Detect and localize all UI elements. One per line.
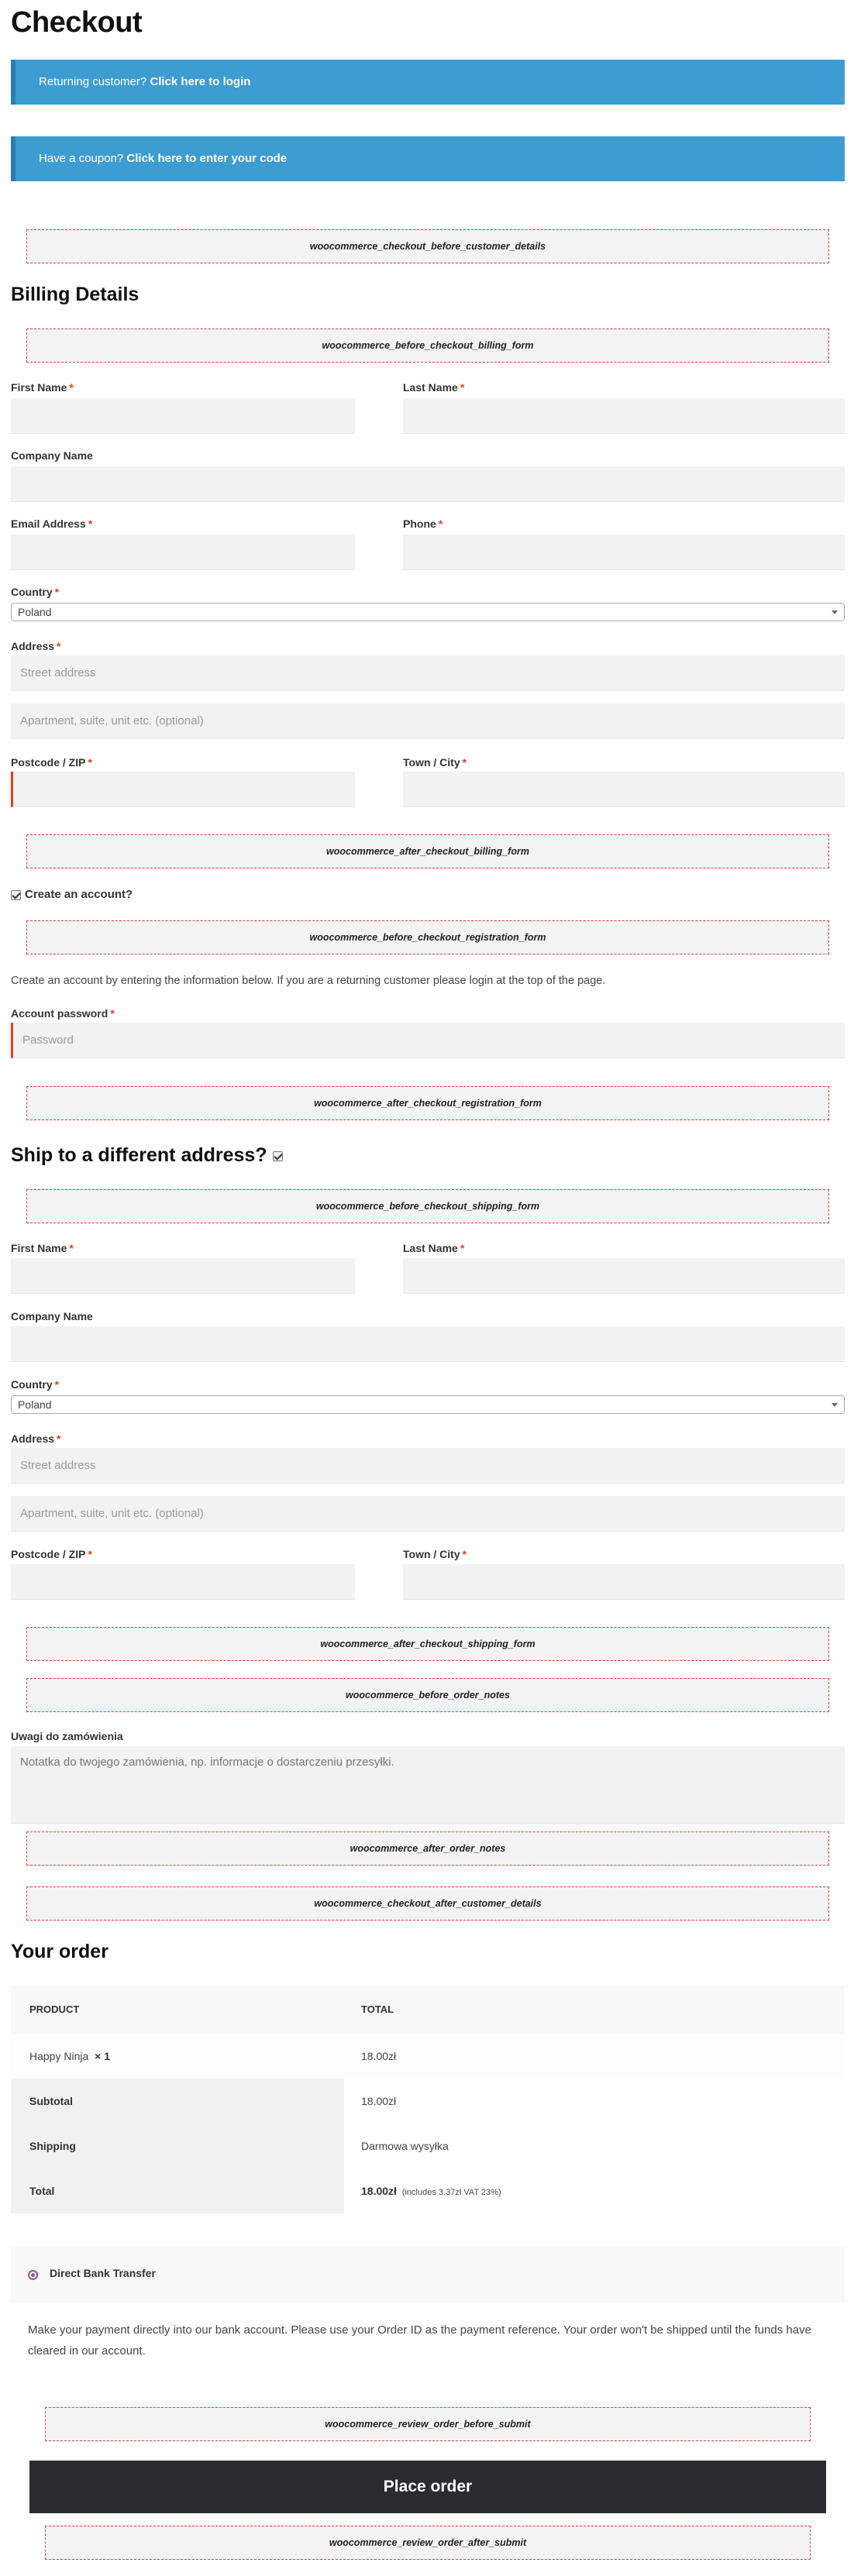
login-notice — [11, 60, 845, 105]
billing-phone-label: Phone * — [403, 518, 443, 530]
billing-heading: Billing Details — [11, 284, 139, 305]
shipping-country-value: Poland — [18, 1398, 52, 1411]
total-tax-note: (includes 3.37zł VAT 23%) — [401, 2188, 501, 2197]
coupon-link[interactable]: Click here to enter your code — [126, 152, 288, 165]
total-cell — [344, 2168, 845, 2213]
account-info-text: Create an account by entering the information below. If you are a returning customer please login at the top of the page. — [11, 975, 606, 987]
account-password-input[interactable]: Password — [11, 1023, 845, 1058]
order-heading: Your order — [11, 1941, 108, 1962]
shipping-first-name-label: First Name * — [11, 1242, 74, 1254]
billing-country-value: Poland — [18, 606, 52, 618]
col-product-header: PRODUCT — [29, 2003, 80, 2015]
billing-company-label: Company Name — [11, 449, 93, 462]
hook-after-customer-details: woocommerce_checkout_after_customer_details — [26, 1886, 829, 1921]
product-cell — [11, 2034, 344, 2079]
shipping-apartment-input[interactable]: Apartment, suite, unit etc. (optional) — [11, 1496, 845, 1532]
shipping-last-name-label: Last Name * — [403, 1242, 465, 1254]
table-row — [11, 2034, 845, 2079]
subtotal-row — [11, 2079, 845, 2124]
billing-email-input[interactable] — [11, 535, 355, 570]
hook-before-shipping-form: woocommerce_before_checkout_shipping_form — [26, 1189, 829, 1223]
billing-postcode-label: Postcode / ZIP * — [11, 756, 92, 769]
shipping-street-input[interactable]: Street address — [11, 1448, 845, 1484]
table-header-row — [11, 1986, 845, 2034]
order-notes-label: Uwagi do zamówienia — [11, 1730, 123, 1742]
billing-first-name-label: First Name * — [11, 381, 74, 394]
hook-before-customer-details: woocommerce_checkout_before_customer_details — [26, 229, 829, 263]
shipping-label: Shipping — [11, 2124, 344, 2168]
shipping-postcode-input[interactable] — [11, 1564, 355, 1600]
total-label: Total — [11, 2168, 344, 2213]
chevron-down-icon — [832, 610, 838, 614]
billing-country-select[interactable] — [11, 603, 845, 621]
shipping-address-label: Address * — [11, 1432, 61, 1445]
billing-apartment-input[interactable]: Apartment, suite, unit etc. (optional) — [11, 703, 845, 739]
payment-description: Make your payment directly into our bank account. Please use your Order ID as the payment reference. Your order won't be shipped until the funds have cleared in our account. — [28, 2323, 811, 2358]
hook-after-shipping-form: woocommerce_after_checkout_shipping_form — [26, 1627, 829, 1661]
hook-before-order-notes: woocommerce_before_order_notes — [26, 1678, 829, 1712]
coupon-notice-text: Have a coupon? — [39, 152, 124, 165]
create-account-check-icon[interactable] — [11, 890, 21, 900]
billing-company-input[interactable] — [11, 466, 845, 502]
login-link[interactable]: Click here to login — [150, 75, 251, 88]
billing-last-name-input[interactable] — [403, 398, 845, 434]
product-qty: × 1 — [95, 2050, 111, 2062]
product-total: 18.00zł — [361, 2050, 397, 2062]
shipping-first-name-input[interactable] — [11, 1258, 355, 1294]
total-value: 18.00zł — [361, 2185, 397, 2197]
hook-after-billing-form: woocommerce_after_checkout_billing_form — [26, 834, 829, 868]
billing-last-name-label: Last Name * — [403, 381, 465, 394]
create-account-checkbox[interactable]: Create an account? — [11, 888, 133, 901]
hook-after-submit: woocommerce_review_order_after_submit — [45, 2526, 811, 2560]
payment-method-label[interactable]: Direct Bank Transfer — [50, 2267, 156, 2279]
billing-phone-input[interactable] — [403, 535, 845, 570]
order-notes-textarea[interactable] — [11, 1746, 845, 1824]
ship-different-check-icon[interactable] — [273, 1151, 283, 1161]
shipping-postcode-label: Postcode / ZIP * — [11, 1548, 92, 1560]
shipping-company-label: Company Name — [11, 1310, 93, 1322]
shipping-row — [11, 2124, 845, 2168]
coupon-notice — [11, 136, 845, 181]
hook-before-submit: woocommerce_review_order_before_submit — [45, 2407, 811, 2441]
col-total-header: TOTAL — [361, 2003, 394, 2015]
billing-street-input[interactable]: Street address — [11, 655, 845, 691]
subtotal-value: 18.00zł — [361, 2095, 397, 2107]
hook-after-order-notes: woocommerce_after_order_notes — [26, 1831, 829, 1866]
subtotal-label: Subtotal — [11, 2079, 344, 2124]
shipping-country-label: Country * — [11, 1378, 60, 1391]
shipping-country-select[interactable] — [11, 1395, 845, 1414]
login-notice-text: Returning customer? — [39, 75, 147, 88]
shipping-city-label: Town / City * — [403, 1548, 467, 1560]
hook-after-registration-form: woocommerce_after_checkout_registration_form — [26, 1086, 829, 1120]
shipping-heading[interactable]: Ship to a different address? — [11, 1144, 287, 1167]
billing-city-label: Town / City * — [403, 756, 467, 769]
billing-city-input[interactable] — [403, 772, 845, 807]
billing-country-label: Country * — [11, 586, 60, 598]
shipping-value: Darmowa wysyłka — [361, 2140, 449, 2152]
payment-method-bacs[interactable] — [11, 2246, 845, 2303]
billing-address-label: Address * — [11, 640, 61, 652]
account-password-label: Account password * — [11, 1007, 115, 1020]
product-name: Happy Ninja — [29, 2050, 89, 2062]
billing-email-label: Email Address * — [11, 518, 93, 530]
hook-before-registration-form: woocommerce_before_checkout_registration_form — [26, 920, 829, 954]
payment-radio-icon[interactable] — [28, 2270, 38, 2280]
hook-before-billing-form: woocommerce_before_checkout_billing_form — [26, 328, 829, 363]
chevron-down-icon — [832, 1403, 838, 1407]
place-order-button[interactable]: Place order — [29, 2461, 826, 2513]
shipping-last-name-input[interactable] — [403, 1258, 845, 1294]
billing-first-name-input[interactable] — [11, 398, 355, 434]
shipping-city-input[interactable] — [403, 1564, 845, 1600]
billing-postcode-input[interactable] — [11, 772, 355, 807]
shipping-company-input[interactable] — [11, 1326, 845, 1362]
page-title: Checkout — [11, 6, 143, 39]
total-row — [11, 2168, 845, 2213]
